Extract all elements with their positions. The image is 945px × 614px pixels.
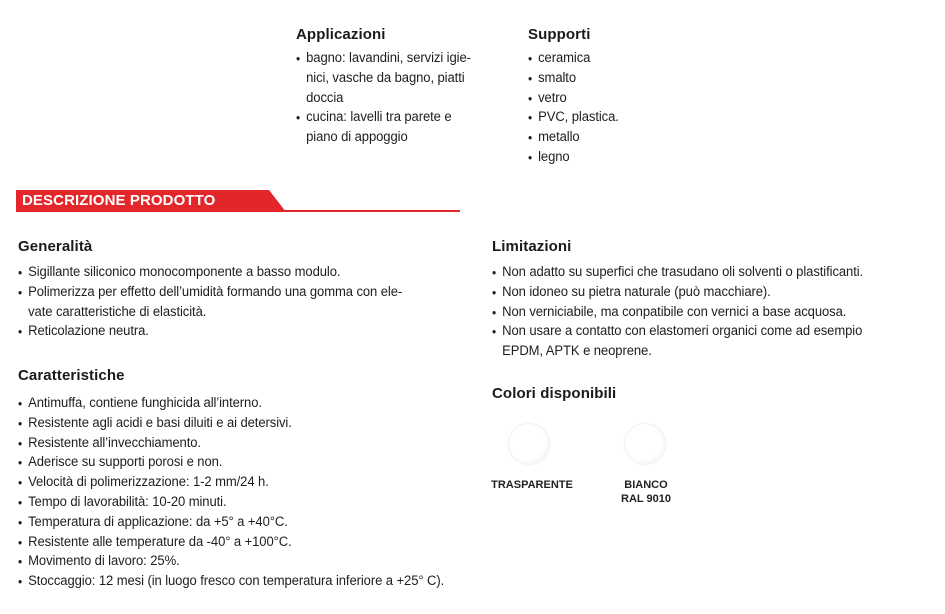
line: doccia (306, 89, 344, 106)
caratteristiche-title: Caratteristiche (18, 367, 125, 384)
list-item: • Aderisce su supporti porosi e non. (18, 453, 496, 473)
swatch-circle (625, 424, 665, 464)
list-item: • legno (528, 148, 684, 168)
list-item: • Antimuffa, contiene funghicida all’interno. (18, 394, 496, 414)
color-swatch-trasparente (490, 424, 574, 492)
line: Polimerizza per effetto dell’umidità formando una gomma con ele- (28, 283, 403, 300)
list-item: • smalto (528, 69, 684, 89)
colori-section (492, 385, 792, 402)
swatch-sublabel: RAL 9010 (621, 493, 671, 505)
list-item: • Resistente all’invecchiamento. (18, 434, 496, 454)
banner-rule (16, 210, 460, 212)
generalita-section (18, 238, 478, 342)
list-item (296, 108, 517, 148)
line: nici, vasche da bagno, piatti (306, 69, 465, 86)
supporti-title: Supporti (528, 26, 591, 43)
list-item: • Reticolazione neutra. (18, 322, 478, 342)
list-item (492, 322, 945, 362)
line: bagno: lavandini, servizi igie- (306, 50, 471, 66)
applicazioni-title: Applicazioni (296, 26, 386, 43)
list-item: • Temperatura di applicazione: da +5° a +40°C. (18, 513, 496, 533)
list-item (296, 49, 517, 108)
list-item: • ceramica (528, 49, 684, 69)
applicazioni-section (296, 26, 516, 148)
color-swatch-bianco (604, 424, 688, 506)
list-item: • Sigillante siliconico monocomponente a basso modulo. (18, 263, 478, 283)
list-item: • Resistente alle temperature da -40° a +100°C. (18, 533, 496, 553)
list-item: • Movimento di lavoro: 25%. (18, 552, 496, 572)
list-item: • Non adatto su superfici che trasudano oli solventi o plastificanti. (492, 263, 945, 283)
line: EPDM, APTK e neoprene. (502, 343, 652, 360)
limitazioni-section (492, 238, 942, 362)
swatch-label: BIANCO (624, 479, 668, 491)
swatch-circle (509, 424, 549, 464)
caratteristiche-section (18, 367, 488, 592)
list-item (18, 283, 478, 323)
list-item: • Resistente agli acidi e basi diluiti e ai detersivi. (18, 414, 496, 434)
list-item: • Tempo di lavorabilità: 10-20 minuti. (18, 493, 496, 513)
list-item: • vetro (528, 89, 684, 109)
list-item: • Stoccaggio: 12 mesi (in luogo fresco con temperatura inferiore a +25° C). (18, 572, 496, 592)
line: Non usare a contatto con elastomeri organici come ad esempio (502, 323, 863, 340)
line: vate caratteristiche di elasticità. (28, 303, 207, 320)
list-item: • Velocità di polimerizzazione: 1-2 mm/24 h. (18, 473, 496, 493)
supporti-section (528, 26, 688, 168)
colori-title: Colori disponibili (492, 385, 617, 402)
limitazioni-title: Limitazioni (492, 238, 572, 255)
list-item: • metallo (528, 128, 684, 148)
generalita-title: Generalità (18, 238, 93, 255)
section-banner (16, 190, 460, 212)
line: cucina: lavelli tra parete e (306, 109, 452, 126)
swatch-label: TRASPARENTE (491, 479, 573, 491)
list-item: • Non verniciabile, ma conpatibile con vernici a base acquosa. (492, 303, 945, 323)
list-item: • Non idoneo su pietra naturale (può macchiare). (492, 283, 945, 303)
line: piano di appoggio (306, 129, 408, 146)
banner-title: DESCRIZIONE PRODOTTO (22, 192, 216, 209)
list-item: • PVC, plastica. (528, 108, 684, 128)
